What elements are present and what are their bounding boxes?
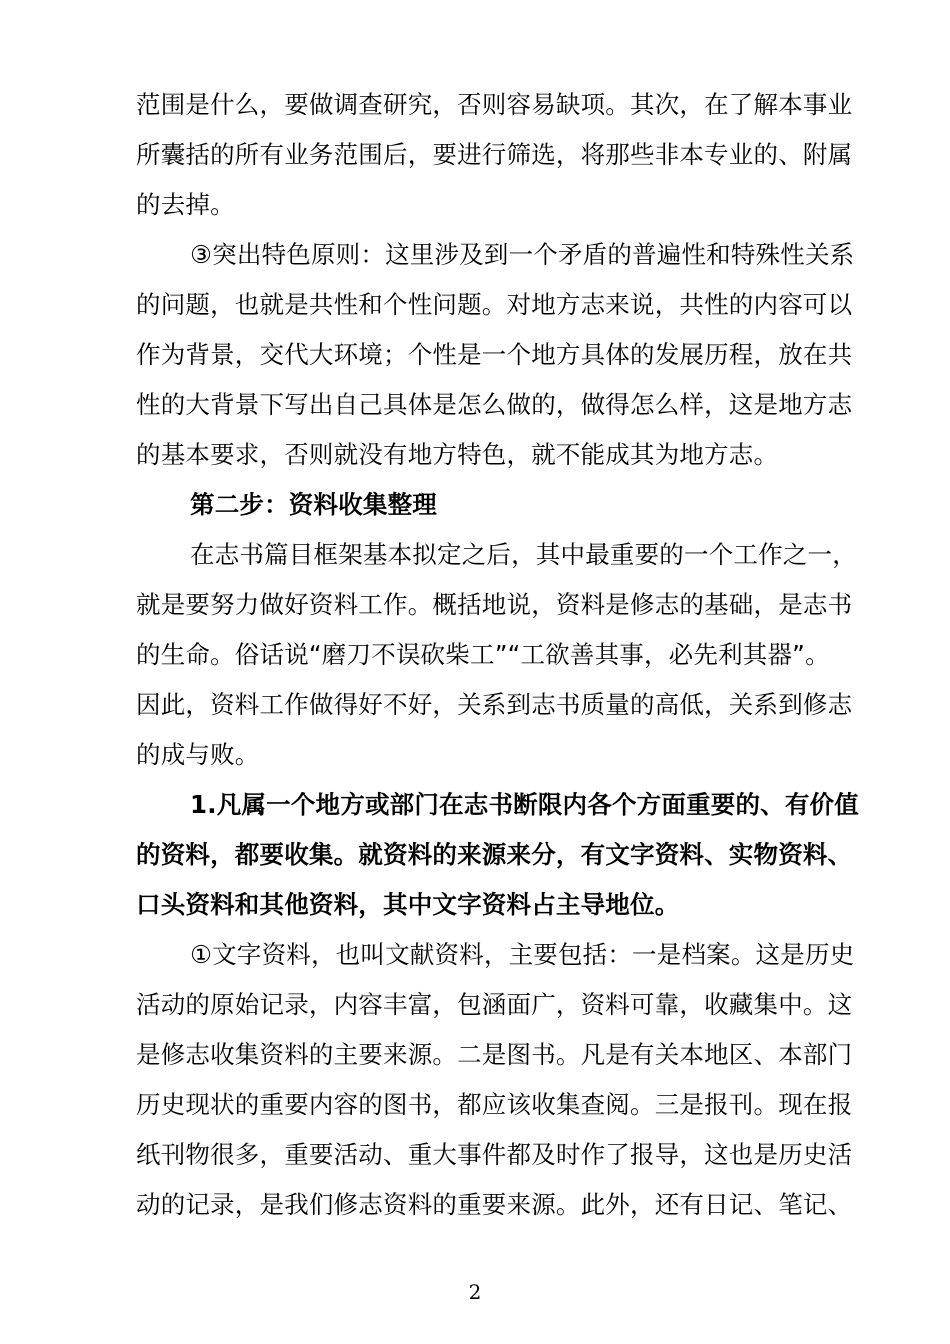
text-line: ①文字资料，也叫文献资料，主要包括：一是档案。这是历史 bbox=[190, 940, 855, 969]
text-line: 的生命。俗话说“磨刀不误砍柴工”“工欲善其事，必先利其器”。 bbox=[136, 640, 830, 669]
text-line: 活动的原始记录，内容丰富，包涵面广，资料可靠，收藏集中。这 bbox=[136, 990, 853, 1019]
text-line: 的成与败。 bbox=[136, 740, 260, 769]
section-heading: 第二步：资料收集整理 bbox=[190, 490, 437, 519]
bold-text-line: 的资料，都要收集。就资料的来源来分，有文字资料、实物资料、 bbox=[136, 840, 853, 869]
text-line: 就是要努力做好资料工作。概括地说，资料是修志的基础，是志书 bbox=[136, 590, 853, 619]
page-number: 2 bbox=[468, 1280, 482, 1304]
bold-text-line: 1.凡属一个地方或部门在志书断限内各个方面重要的、有价值 bbox=[190, 790, 859, 819]
text-line: 范围是什么，要做调查研究，否则容易缺项。其次，在了解本事业 bbox=[136, 90, 853, 119]
text-line: 在志书篇目框架基本拟定之后，其中最重要的一个工作之一， bbox=[190, 540, 857, 569]
bold-text-line: 口头资料和其他资料，其中文字资料占主导地位。 bbox=[136, 890, 680, 919]
text-line: 所囊括的所有业务范围后，要进行筛选，将那些非本专业的、附属 bbox=[136, 140, 853, 169]
text-line: 的基本要求，否则就没有地方特色，就不能成其为地方志。 bbox=[136, 440, 779, 469]
text-line: 性的大背景下写出自己具体是怎么做的，做得怎么样，这是地方志 bbox=[136, 390, 853, 419]
text-line: 是修志收集资料的主要来源。二是图书。凡是有关本地区、本部门 bbox=[136, 1040, 853, 1069]
text-line: 因此，资料工作做得好不好，关系到志书质量的高低，关系到修志 bbox=[136, 690, 853, 719]
text-line: 纸刊物很多，重要活动、重大事件都及时作了报导，这也是历史活 bbox=[136, 1140, 853, 1169]
text-line: 的去掉。 bbox=[136, 190, 235, 219]
text-line: 作为背景，交代大环境；个性是一个地方具体的发展历程，放在共 bbox=[136, 340, 853, 369]
text-line: 的问题，也就是共性和个性问题。对地方志来说，共性的内容可以 bbox=[136, 290, 853, 319]
text-line: ③突出特色原则：这里涉及到一个矛盾的普遍性和特殊性关系 bbox=[190, 240, 855, 269]
text-line: 历史现状的重要内容的图书，都应该收集查阅。三是报刊。现在报 bbox=[136, 1090, 853, 1119]
text-line: 动的记录，是我们修志资料的重要来源。此外，还有日记、笔记、 bbox=[136, 1190, 853, 1219]
